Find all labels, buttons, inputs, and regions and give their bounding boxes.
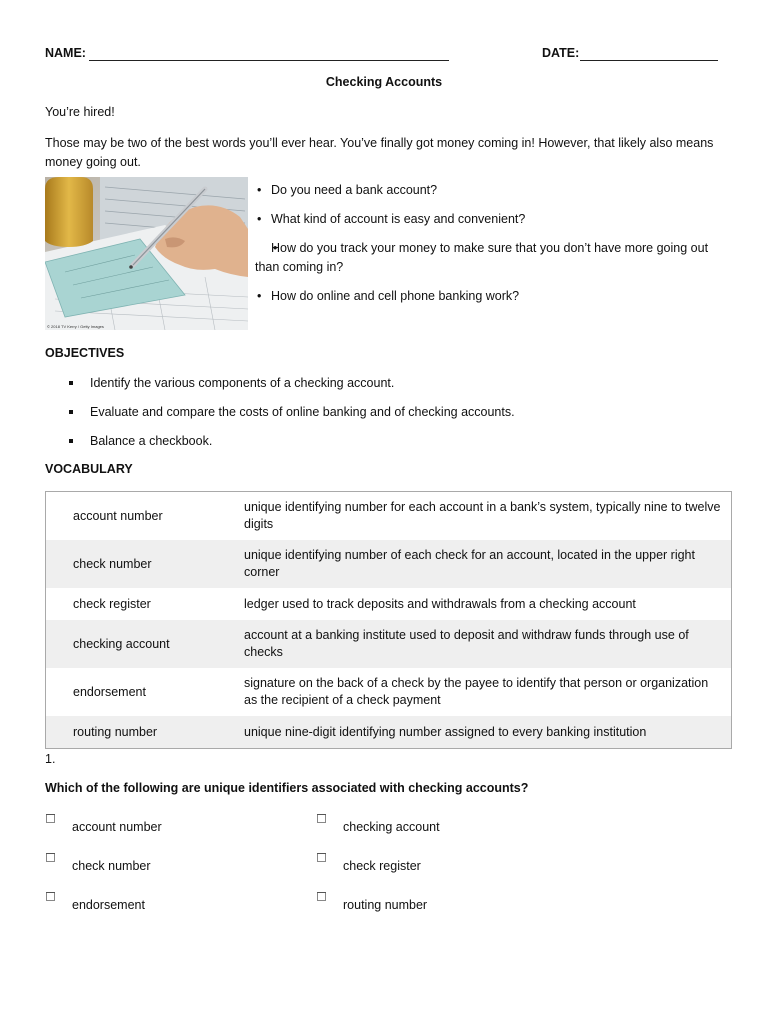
option-label: check register xyxy=(343,859,421,873)
vocabulary-table xyxy=(45,491,732,749)
name-blank[interactable] xyxy=(89,60,449,61)
vocabulary-definition: unique nine-digit identifying number assigned to every banking institution xyxy=(244,724,647,739)
vocabulary-term: check number xyxy=(73,557,152,571)
vocabulary-term: checking account xyxy=(73,637,170,651)
question-list xyxy=(255,181,735,316)
option-label: check number xyxy=(72,859,151,873)
objective-item: Evaluate and compare the costs of online banking and of checking accounts. xyxy=(67,404,515,433)
checkbox-icon[interactable] xyxy=(317,853,326,862)
objectives-list xyxy=(67,375,515,462)
vocabulary-definition: signature on the back of a check by the payee to identify that person or organization as the recipient of a check payment xyxy=(244,676,709,707)
vocabulary-term: endorsement xyxy=(73,685,146,699)
vocabulary-heading: VOCABULARY xyxy=(45,462,133,476)
check-writing-photo xyxy=(45,177,248,330)
checkbox-icon[interactable] xyxy=(317,892,326,901)
page-title: Checking Accounts xyxy=(325,75,443,89)
vocabulary-definition: account at a banking institute used to deposit and withdraw funds through use of checks xyxy=(244,628,689,659)
question-item: • How do online and cell phone banking work? xyxy=(255,287,735,306)
question-item: • Do you need a bank account? xyxy=(255,181,735,200)
check-writing-illustration xyxy=(45,177,248,330)
vocabulary-row xyxy=(46,588,731,620)
option-label: endorsement xyxy=(72,898,145,912)
header xyxy=(45,46,735,66)
question-item: • What kind of account is easy and convenient? xyxy=(255,210,735,229)
vocabulary-term: routing number xyxy=(73,725,158,739)
checkbox-icon[interactable] xyxy=(317,814,326,823)
objectives-heading: OBJECTIVES xyxy=(45,346,125,360)
checkbox-icon[interactable] xyxy=(46,814,55,823)
vocabulary-term: check register xyxy=(73,597,151,611)
photo-caption: © 2018 TV Kerry / Getty Images xyxy=(47,324,104,329)
date-label: DATE: xyxy=(542,46,580,60)
hired-heading: You’re hired! xyxy=(45,105,115,119)
option-label: checking account xyxy=(343,820,440,834)
question-item: • How do you track your money to make sure that you don’t have more going out than coming in? xyxy=(255,239,735,277)
vocabulary-term: account number xyxy=(73,509,163,523)
checkbox-icon[interactable] xyxy=(46,892,55,901)
objective-item: Identify the various components of a checking account. xyxy=(67,375,515,404)
vocabulary-row xyxy=(46,716,731,748)
vocabulary-definition: unique identifying number of each check for an account, located in the upper right corner xyxy=(244,548,695,579)
vocabulary-row xyxy=(46,620,731,668)
intro-paragraph: Those may be two of the best words you’ll ever hear. You’ve finally got money coming in! However, that likely also means money going out. xyxy=(45,136,714,169)
checkbox-icon[interactable] xyxy=(46,853,55,862)
vocabulary-row xyxy=(46,668,731,716)
option-label: account number xyxy=(72,820,162,834)
name-label: NAME: xyxy=(45,46,86,60)
vocabulary-row xyxy=(46,540,731,588)
vocabulary-definition: ledger used to track deposits and withdrawals from a checking account xyxy=(244,596,636,611)
option-label: routing number xyxy=(343,898,428,912)
objective-item: Balance a checkbook. xyxy=(67,433,515,462)
vocabulary-definition: unique identifying number for each account in a bank’s system, typically nine to twelve digits xyxy=(244,500,721,531)
question-number: 1. xyxy=(45,752,56,766)
date-blank[interactable] xyxy=(580,60,718,61)
question-text: Which of the following are unique identifiers associated with checking accounts? xyxy=(45,781,529,795)
vocabulary-row xyxy=(46,492,731,540)
